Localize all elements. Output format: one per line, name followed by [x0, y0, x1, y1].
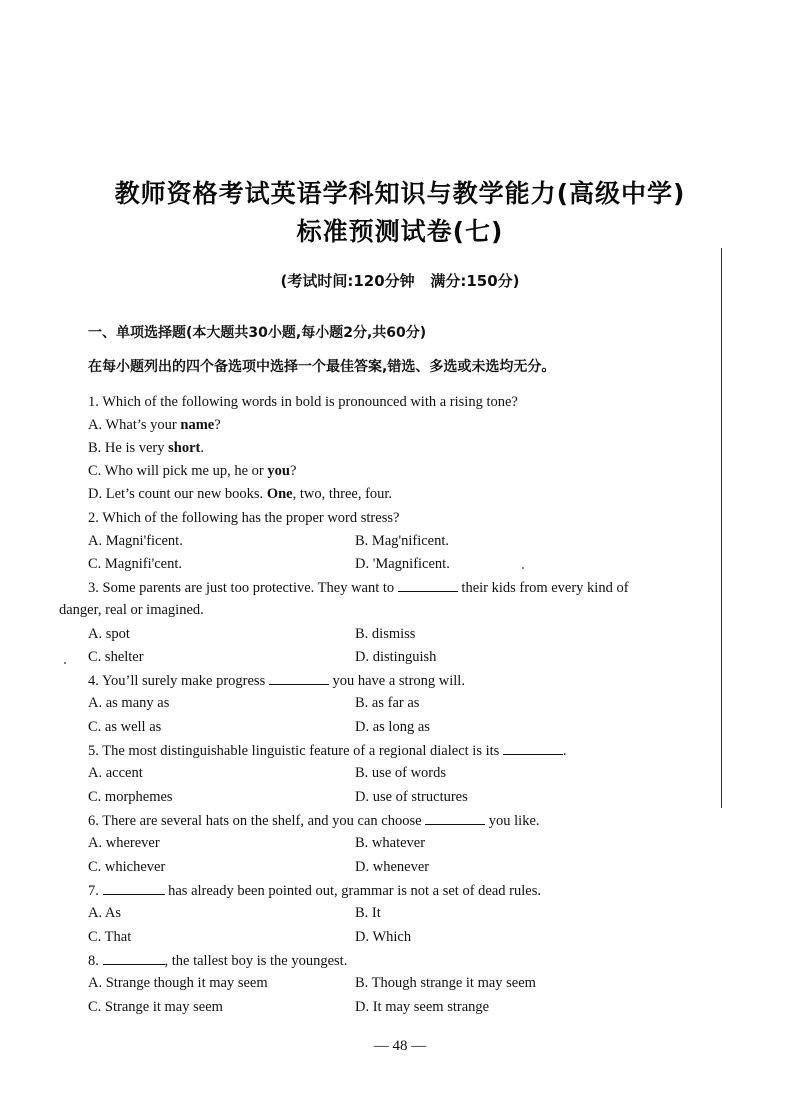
question-number: 2. — [88, 510, 99, 526]
question-stem: Which of the following words in bold is pronounced with a rising tone? — [102, 394, 518, 410]
exam-title-line2: 标准预测试卷(七) — [296, 217, 504, 246]
q6-option-a: A. wherever — [88, 835, 160, 851]
q2-option-d: D. 'Magnificent. — [355, 556, 450, 572]
answer-blank — [503, 742, 563, 755]
answer-blank — [103, 882, 165, 895]
answer-blank — [269, 672, 329, 685]
question-stem-after: has already been pointed out, grammar is not a set of dead rules. — [168, 883, 541, 899]
section-instructions: 在每小题列出的四个备选项中选择一个最佳答案,错选、多选或未选均无分。 — [88, 359, 556, 375]
q5-option-a: A. accent — [88, 765, 143, 781]
q8-option-b: B. Though strange it may seem — [355, 975, 536, 991]
scan-margin-line — [721, 248, 722, 808]
q3-option-c: C. shelter — [88, 649, 144, 665]
question-8 — [88, 952, 347, 970]
question-number: 1. — [88, 394, 99, 410]
q1-option-c: C. Who will pick me up, he or you? — [88, 463, 297, 479]
question-6 — [88, 812, 540, 830]
q6-option-c: C. whichever — [88, 859, 166, 875]
question-stem-after: . — [562, 743, 567, 759]
q4-option-c: C. as well as — [88, 719, 162, 735]
q7-option-d: D. Which — [355, 929, 412, 945]
question-number: 7. — [88, 883, 99, 899]
q3-option-d: D. distinguish — [355, 649, 437, 665]
question-stem-after: you have a strong will. — [332, 673, 465, 689]
question-stem-after: their kids from every kind of — [461, 580, 629, 596]
question-stem-before: The most distinguishable linguistic feature of a regional dialect is its — [102, 743, 500, 759]
q1-option-d: D. Let’s count our new books. One, two, three, four. — [88, 486, 393, 502]
q2-option-c: C. Magnifi'cent. — [88, 556, 183, 572]
question-number: 6. — [88, 813, 99, 829]
exam-title-line1: 教师资格考试英语学科知识与教学能力(高级中学) — [114, 179, 686, 208]
question-number: 8. — [88, 953, 99, 969]
q3-option-a: A. spot — [88, 626, 130, 642]
q6-option-b: B. whatever — [355, 835, 426, 851]
q4-option-b: B. as far as — [355, 695, 420, 711]
q7-option-a: A. As — [88, 905, 122, 921]
question-3 — [88, 579, 629, 597]
q2-option-a: A. Magni'ficent. — [88, 533, 183, 549]
scan-speck — [64, 662, 66, 664]
answer-blank — [103, 952, 165, 965]
question-stem-after: you like. — [488, 813, 540, 829]
q2-option-b: B. Mag'nificent. — [355, 533, 450, 549]
q5-option-d: D. use of structures — [355, 789, 468, 805]
question-7 — [88, 882, 541, 900]
section-heading: 一、单项选择题(本大题共30小题,每小题2分,共60分) — [88, 325, 427, 341]
question-3-continued: danger, real or imagined. — [59, 602, 204, 618]
exam-info: (考试时间:120分钟 满分:150分) — [280, 272, 520, 290]
question-stem-before: Some parents are just too protective. They want to — [102, 580, 395, 596]
question-5 — [88, 742, 567, 760]
q4-option-a: A. as many as — [88, 695, 170, 711]
question-number: 4. — [88, 673, 99, 689]
question-stem-before: There are several hats on the shelf, and you can choose — [102, 813, 422, 829]
question-stem-after: , the tallest boy is the youngest. — [164, 953, 348, 969]
q8-option-c: C. Strange it may seem — [88, 999, 223, 1015]
q8-option-d: D. It may seem strange — [355, 999, 490, 1015]
question-number: 5. — [88, 743, 99, 759]
answer-blank — [398, 579, 458, 592]
question-1 — [88, 394, 518, 411]
question-stem: Which of the following has the proper word stress? — [102, 510, 400, 526]
question-stem-before: You’ll surely make progress — [101, 673, 266, 689]
q1-option-b: B. He is very short. — [88, 440, 204, 456]
q3-option-b: B. dismiss — [355, 626, 416, 642]
question-2 — [88, 510, 399, 527]
q5-option-c: C. morphemes — [88, 789, 173, 805]
answer-blank — [425, 812, 485, 825]
scan-speck — [522, 567, 524, 569]
question-4 — [88, 672, 465, 690]
q4-option-d: D. as long as — [355, 719, 430, 735]
q7-option-c: C. That — [88, 929, 132, 945]
q8-option-a: A. Strange though it may seem — [88, 975, 268, 991]
page-number: — 48 — — [373, 1038, 427, 1054]
question-number: 3. — [88, 580, 99, 596]
q1-option-a: A. What’s your name? — [88, 417, 221, 433]
q5-option-b: B. use of words — [355, 765, 447, 781]
q6-option-d: D. whenever — [355, 859, 430, 875]
q7-option-b: B. It — [355, 905, 381, 921]
